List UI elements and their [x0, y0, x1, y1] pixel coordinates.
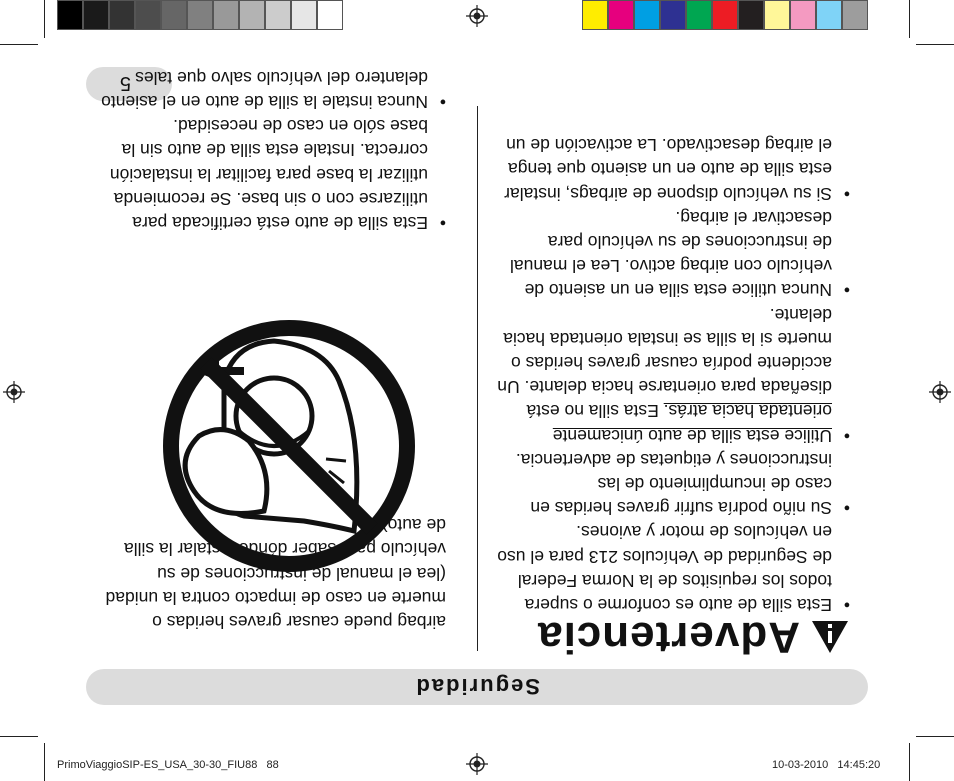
- no-airbag-prohibition-icon: [154, 311, 424, 581]
- heading-text: Advertencia: [537, 613, 800, 663]
- warning-item-text: Esta silla de auto está certificada para utilizarse con o sin base. Se recomienda utilizar la base para facilitar la instalación correcta. Instale esta silla de auto sin la base sólo en caso de necesidad.: [109, 116, 428, 233]
- warning-list-right: [101, 66, 446, 235]
- warning-item: [495, 302, 832, 447]
- slug-timestamp: 10-03-2010 14:45:20: [772, 759, 881, 771]
- warning-item-text: Nunca utilice esta silla en un asiento de vehículo con airbag activo. Lea el manual de instrucciones de su vehículo para desactivar el airbag.: [509, 207, 832, 301]
- column-divider: [477, 106, 478, 651]
- warning-item-emphasis: Utilice esta silla de auto únicamente orientada hacia atrás.: [552, 401, 832, 446]
- warning-item: [495, 520, 832, 617]
- warning-item: [495, 448, 832, 521]
- warning-item-text: Nunca instale la silla de auto en el asiento delantero del vehículo salvo que tales: [101, 67, 428, 112]
- page-number: 5: [119, 72, 131, 94]
- warning-item-text: Esta silla no está diseñada para orientarse hacia delante. Un accidente podría causar graves heridas o muerte si la silla se instala orientada hacia delante.: [497, 304, 832, 422]
- warning-item: [101, 114, 428, 235]
- continued-text: airbag puede causar graves heridas o muerte en caso de impacto contra la unidad (lea el manual de instrucciones de su vehículo para saber dónde instalar la silla de auto).: [105, 515, 446, 632]
- warning-item-text: Su niño podría sufrir graves heridas en caso de incumplimiento de las instrucciones y etiquetas de advertencia.: [515, 449, 832, 519]
- warning-item: [101, 66, 428, 114]
- section-title: Seguridad: [414, 674, 540, 699]
- warning-triangle-icon: [810, 619, 850, 655]
- slug-file-info: PrimoViaggioSIP-ES_USA_30-30_FIU88 88: [57, 759, 279, 771]
- warning-list-left: [495, 133, 850, 617]
- warning-item-text: Si su vehículo dispone de airbags, instalar esta silla de auto en un asiento que tenga el airbag desactivado. La activación de un: [504, 135, 832, 204]
- warning-item-text: Esta silla de auto es conforme o supera todos los requisitos de la Norma Federal de Seguridad de Vehículos 213 para el uso en vehículos de motor y aviones.: [497, 522, 832, 615]
- left-column: [495, 133, 850, 663]
- warning-item: [495, 206, 832, 303]
- warning-heading: [495, 613, 850, 663]
- warning-item: [495, 133, 832, 206]
